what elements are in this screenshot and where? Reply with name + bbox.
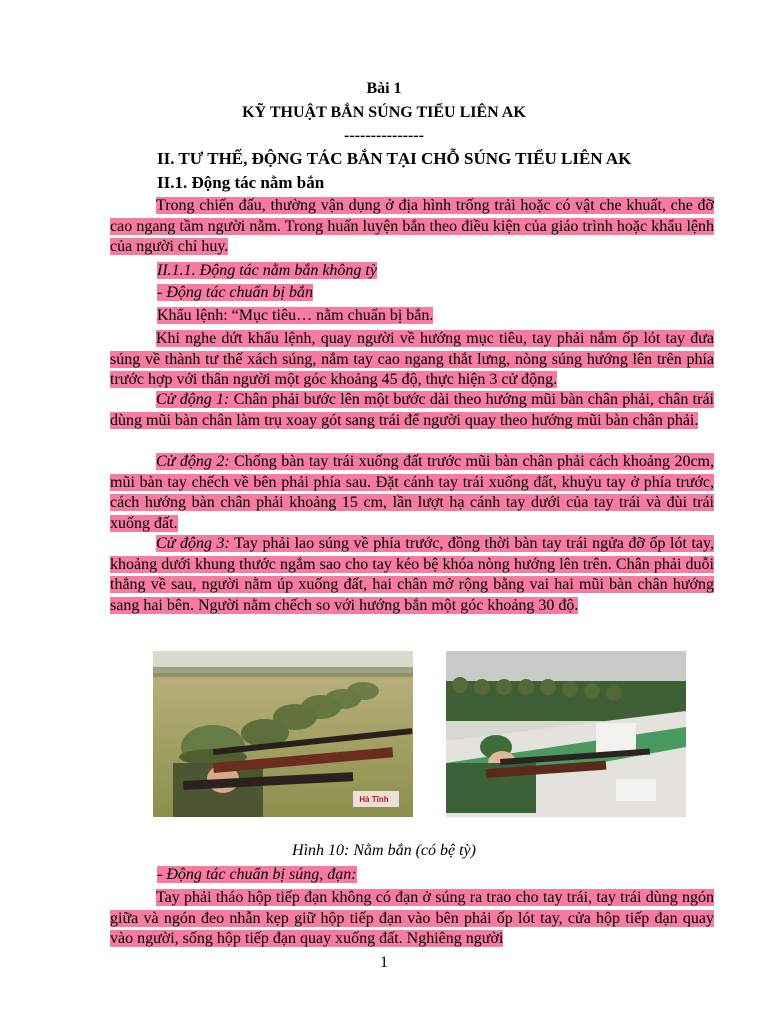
photo-prone-firing-field-image xyxy=(153,651,413,817)
photo-watermark-logo: Hà Tĩnh xyxy=(359,795,389,804)
paragraph-command-response: Khi nghe dứt khẩu lệnh, quay người về hướng mục tiêu, tay phải nắm ốp lót tay đưa súng về thành tư thế xách súng, nắm tay cao ngang thắt lưng, nòng súng hướng lên trên phía trước hợp với thân người một góc khoảng 45 độ, thực hiện 3 cử động. xyxy=(110,330,714,389)
paragraph-step-2: Cử động 2: Chống bàn tay trái xuống đất trước mũi bàn chân phải cách khoảng 20cm, mũi bàn tay chếch về bên phải phía sau. Đặt cánh tay trái xuống đất, khuỷu tay ở phía trước, cách hướng bàn chân phải khoảng 15 cm, lần lượt hạ cánh tay dưới của tay trái và đùi trái xuống đất. xyxy=(110,453,714,532)
step-3-label: Cử động 3: xyxy=(156,535,230,552)
step-1-label: Cử động 1: xyxy=(156,391,230,408)
figure-caption: Hình 10: Nằm bắn (có bệ tỳ) xyxy=(292,842,476,859)
photo-prone-firing-range-image xyxy=(446,651,686,817)
paragraph-intro xyxy=(110,196,714,258)
section-heading: II. TƯ THẾ, ĐỘNG TÁC BẮN TẠI CHỖ SÚNG TIỂU LIÊN AK xyxy=(157,149,632,168)
paragraph-prep-gun: Tay phải tháo hộp tiếp đạn không có đạn ở súng ra trao cho tay trái, tay trái dùng ngón giữa và ngón đeo nhẫn kẹp giữ hộp tiếp đạn vào bên phải ốp lót tay, cửa hộp tiếp đạn quay vào người, sống hộp tiếp đạn quay xuống đất. Nghiêng người xyxy=(110,889,714,948)
photo-prone-firing-range xyxy=(446,651,686,817)
paragraph-step-1: Cử động 1: Chân phải bước lên một bước dài theo hướng mũi bàn chân phải, chân trái dùng mũi bàn chân làm trụ xoay gót sang trái để người quay theo hướng mũi bàn chân phải. xyxy=(110,391,715,429)
prep-heading: - Động tác chuẩn bị bắn xyxy=(157,284,313,301)
step-2-label: Cử động 2: xyxy=(156,453,230,470)
paragraph-step-3: Cử động 3: Tay phải lao súng về phía trước, đồng thời bàn tay trái ngửa đỡ ốp lót tay, khoảng dưới khung thước ngắm sao cho tay kéo bệ khóa nòng hướng lên trên. Chân phải duỗi thẳng về sau, người nằm úp xuống đất, hai chân mở rộng bằng vai hai mũi bàn chân hướng sang hai bên. Người nằm chếch so với hướng bắn một góc khoảng 30 độ. xyxy=(110,535,714,614)
prep-gun-heading: - Động tác chuẩn bị súng, đạn: xyxy=(157,866,357,883)
heading-ii-1-1: II.1.1. Động tác nằm bắn không tỳ xyxy=(157,262,377,279)
photo-prone-firing-field xyxy=(153,651,413,817)
lesson-number: Bài 1 xyxy=(366,80,402,97)
page-number: 1 xyxy=(380,954,388,971)
subsection-heading: II.1. Động tác nằm bắn xyxy=(157,173,325,192)
command-line: Khẩu lệnh: “Mục tiêu… nằm chuẩn bị bắn. xyxy=(157,307,434,324)
highlighted-text: Trong chiến đấu, thường vận dụng ở địa hình trống trải hoặc có vật che khuất, che đỡ cao ngang tầm người nằm. Trong huấn luyện bắn theo điều kiện của giáo trình hoặc khẩu lệnh của người chỉ huy. xyxy=(110,197,714,256)
document-title: KỸ THUẬT BẮN SÚNG TIỂU LIÊN AK xyxy=(242,104,526,121)
title-divider: --------------- xyxy=(344,127,424,144)
